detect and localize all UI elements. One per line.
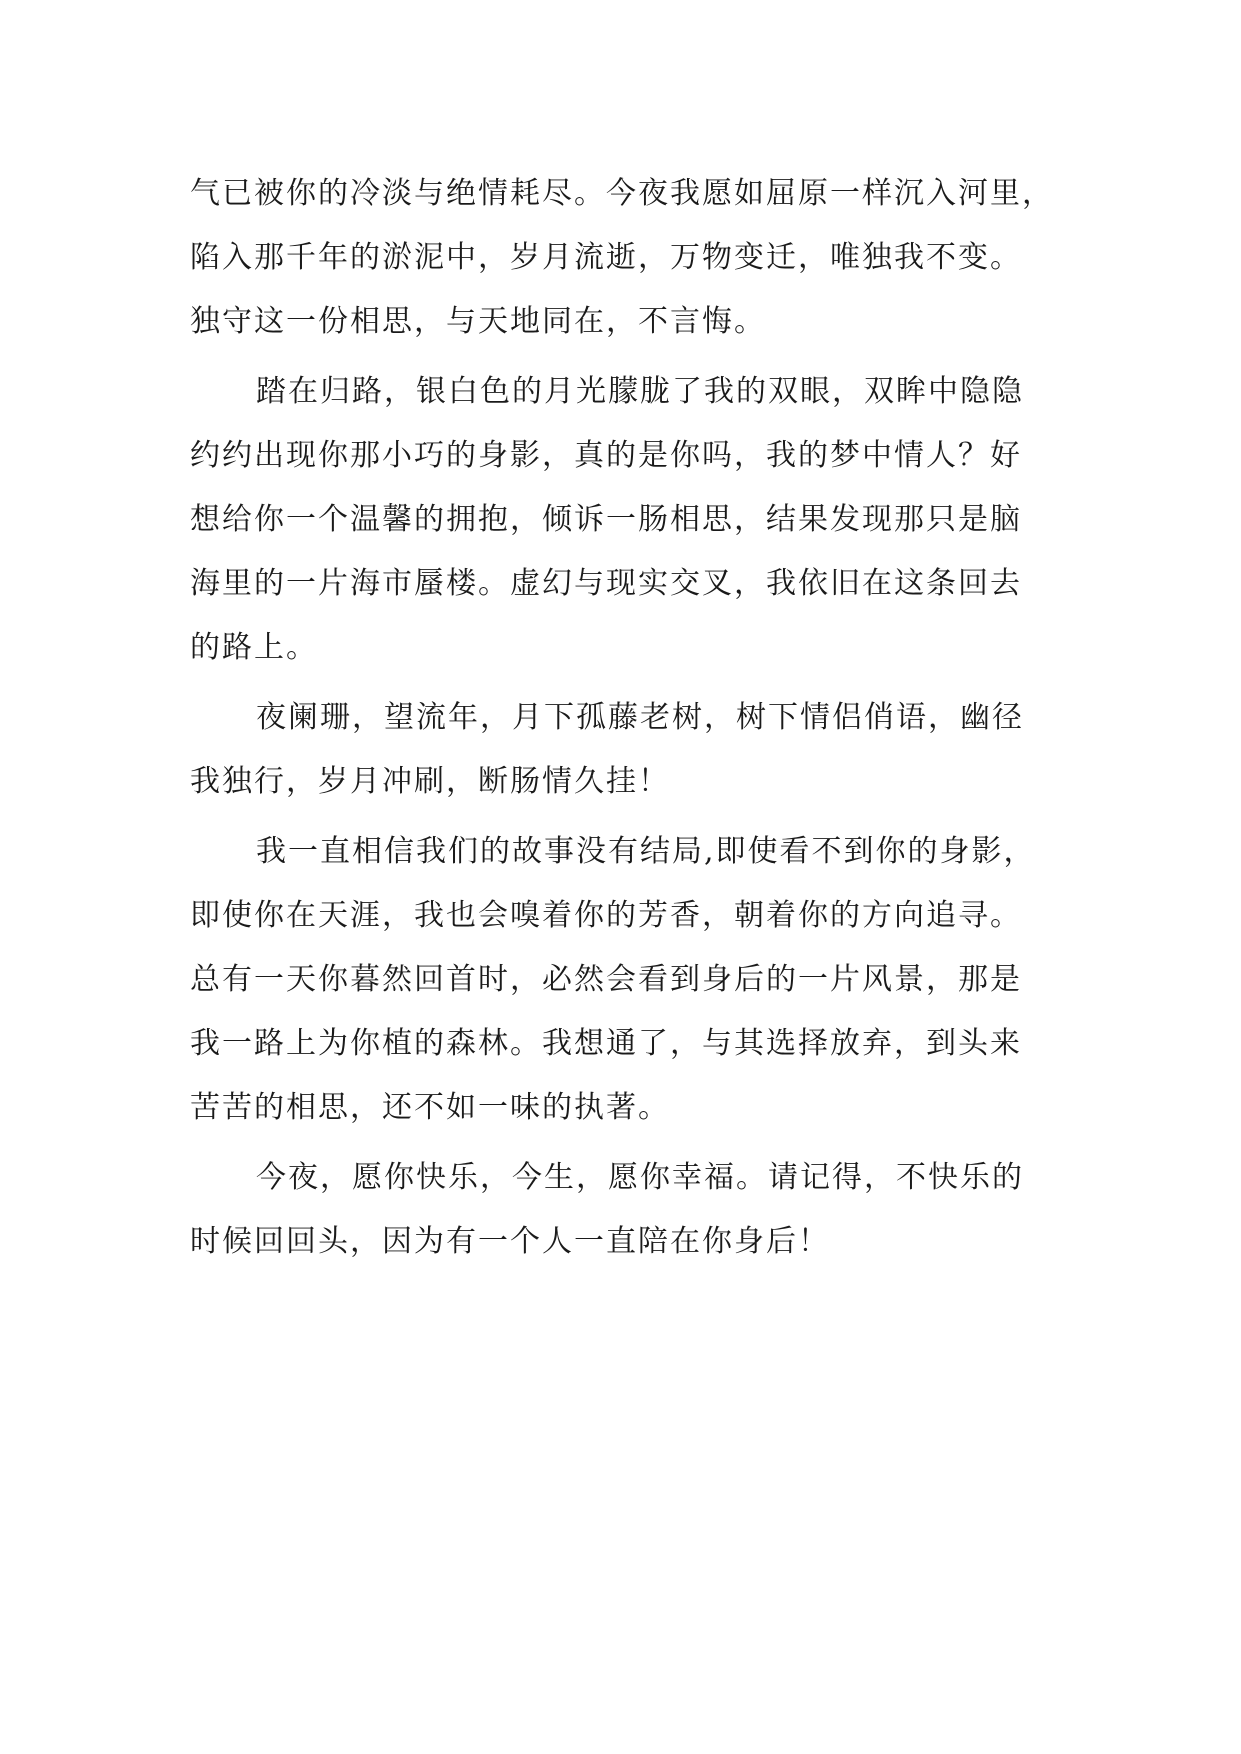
paragraph-2 xyxy=(190,360,1090,680)
paragraph-line: 我独行，岁月冲刷，断肠情久挂！ xyxy=(190,764,670,799)
paragraph-4 xyxy=(190,820,1090,1140)
paragraph-line: 我一直相信我们的故事没有结局,即使看不到你的身影， xyxy=(256,834,1036,869)
paragraph-line: 我一路上为你植的森林。我想通了，与其选择放弃，到头来 xyxy=(190,1026,1022,1061)
paragraph-line: 时候回回头，因为有一个人一直陪在你身后！ xyxy=(190,1224,830,1259)
paragraph-line: 气已被你的冷淡与绝情耗尽。今夜我愿如屈原一样沉入河里， xyxy=(190,176,1054,211)
paragraph-line: 独守这一份相思，与天地同在，不言悔。 xyxy=(190,304,766,339)
paragraph-line: 约约出现你那小巧的身影，真的是你吗，我的梦中情人？好 xyxy=(190,438,1022,473)
paragraph-1 xyxy=(190,162,1090,354)
paragraph-line: 海里的一片海市蜃楼。虚幻与现实交叉，我依旧在这条回去 xyxy=(190,566,1022,601)
paragraph-5 xyxy=(190,1146,1090,1274)
paragraph-line: 总有一天你暮然回首时，必然会看到身后的一片风景，那是 xyxy=(190,962,1022,997)
paragraph-line: 今夜，愿你快乐，今生，愿你幸福。请记得，不快乐的 xyxy=(256,1160,1024,1195)
document-body xyxy=(190,162,1090,1274)
paragraph-line: 陷入那千年的淤泥中，岁月流逝，万物变迁，唯独我不变。 xyxy=(190,240,1022,275)
paragraph-line: 夜阑珊，望流年，月下孤藤老树，树下情侣俏语，幽径 xyxy=(256,700,1024,735)
paragraph-3 xyxy=(190,686,1090,814)
paragraph-line: 的路上。 xyxy=(190,630,318,665)
paragraph-line: 苦苦的相思，还不如一味的执著。 xyxy=(190,1090,670,1125)
paragraph-line: 想给你一个温馨的拥抱，倾诉一肠相思，结果发现那只是脑 xyxy=(190,502,1022,537)
paragraph-line: 即使你在天涯，我也会嗅着你的芳香，朝着你的方向追寻。 xyxy=(190,898,1022,933)
paragraph-line: 踏在归路，银白色的月光朦胧了我的双眼，双眸中隐隐 xyxy=(256,374,1024,409)
